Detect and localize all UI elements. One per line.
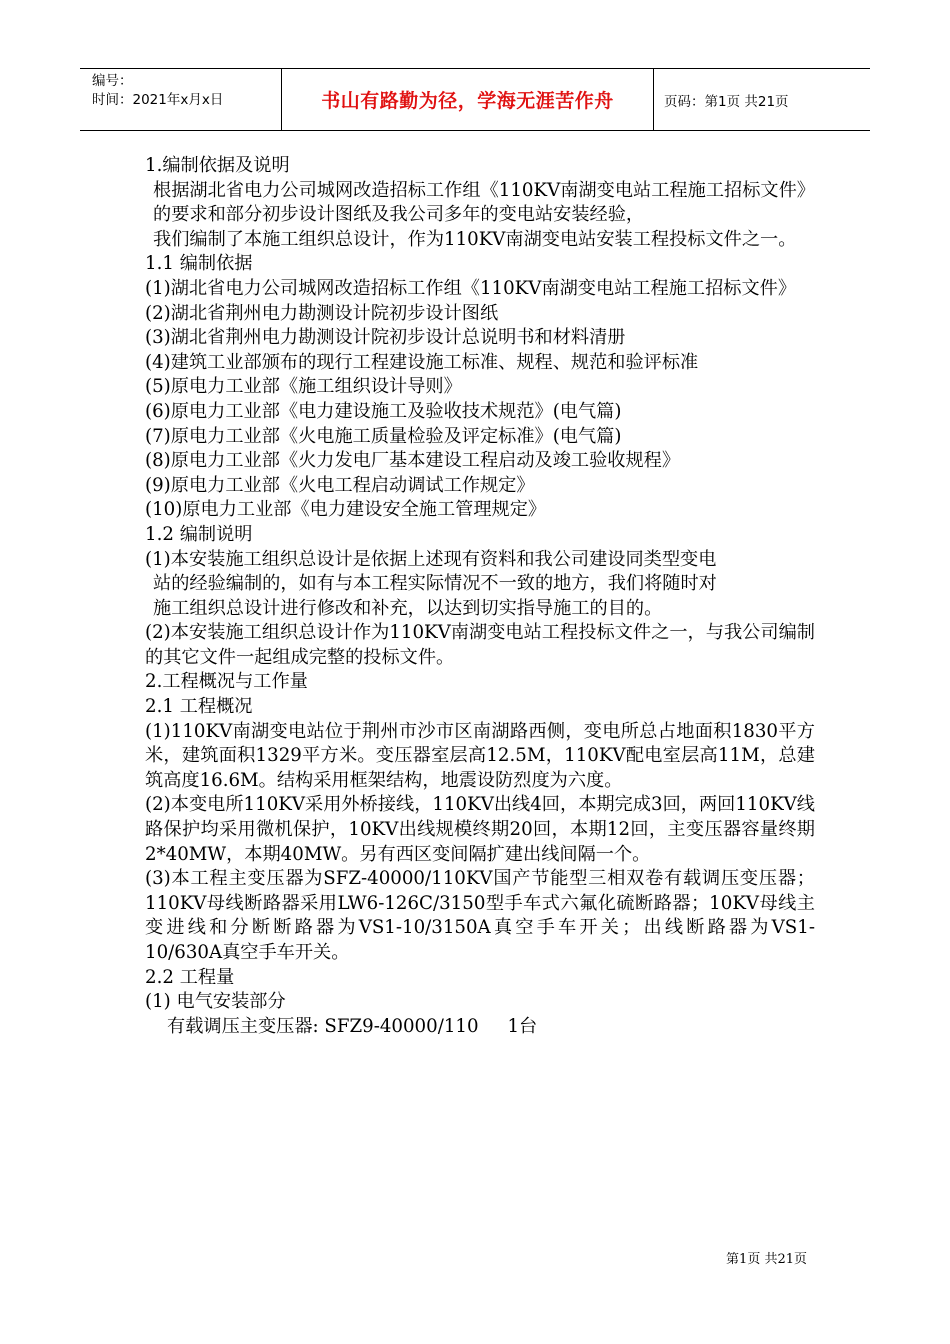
list-item: (6)原电力工业部《电力建设施工及验收技术规范》(电气篇) [145,400,622,422]
paragraph: 站的经验编制的，如有与本工程实际情况不一致的地方，我们将随时对 [153,573,717,595]
list-item: 有载调压主变压器: SFZ9-40000/110 1台 [167,1015,538,1037]
document-number-label: 编号： [92,73,133,89]
list-item: (5)原电力工业部《施工组织设计导则》 [145,376,462,398]
paragraph: (1)110KV南湖变电站位于荆州市沙市区南湖路西侧，变电所总占地面积1830平方米，建筑面积1329平方米。变压器室层高12.5M，110KV配电室层高11M，总建筑高度16.6M。结构采用框架结构，地震设防烈度为六度。 [145,720,815,791]
document-body [145,154,815,1039]
paragraph: 我们编制了本施工组织总设计，作为110KV南湖变电站安装工程投标文件之一。 [153,228,797,250]
paragraph: 施工组织总设计进行修改和补充，以达到切实指导施工的目的。 [153,597,663,619]
list-item: (4)建筑工业部颁布的现行工程建设施工标准、规程、规范和验评标准 [145,351,699,373]
document-date: 时间：2021年x月x日 [92,92,224,108]
subsection-heading: 1.2 编制说明 [145,523,253,545]
section-heading: 1.编制依据及说明 [145,155,290,176]
paragraph: (2)本安装施工组织总设计作为110KV南湖变电站工程投标文件之一，与我公司编制的其它文件一起组成完整的投标文件。 [145,622,815,668]
section-heading: 2.工程概况与工作量 [145,671,308,693]
paragraph: (2)本变电所110KV采用外桥接线，110KV出线4回，本期完成3回，两回110KV线路保护均采用微机保护，10KV出线规模终期20回，本期12回，主变压器容量终期2*40MW，本期40MW。另有西区变间隔扩建出线间隔一个。 [145,794,815,865]
subsection-heading: 1.1 编制依据 [145,253,253,275]
header-page-info: 页码：第1页 共21页 [664,93,789,110]
document-header [80,68,870,131]
list-item: (10)原电力工业部《电力建设安全施工管理规定》 [145,499,547,521]
header-meta [80,69,282,130]
list-item: (7)原电力工业部《火电施工质量检验及评定标准》(电气篇) [145,425,622,447]
subsection-heading: 2.1 工程概况 [145,696,253,718]
page-footer: 第1页 共21页 [726,1252,807,1267]
list-item: (3)湖北省荆州电力勘测设计院初步设计总说明书和材料清册 [145,327,626,349]
list-item: (1) 电气安装部分 [145,991,286,1013]
subsection-heading: 2.2 工程量 [145,966,235,988]
header-motto: 书山有路勤为径，学海无涯苦作舟 [282,69,654,130]
list-item: (2)湖北省荆州电力勘测设计院初步设计图纸 [145,302,499,324]
paragraph: (3)本工程主变压器为SFZ-40000/110KV国产节能型三相双卷有载调压变压器；110KV母线断路器采用LW6-126C/3150型手车式六氟化硫断路器；10KV母线主变进线和分断断路器为VS1-10/3150A真空手车开关；出线断路器为VS1-10/630A真空手车开关。 [145,868,815,963]
list-item: (9)原电力工业部《火电工程启动调试工作规定》 [145,474,535,496]
paragraph: (1)本安装施工组织总设计是依据上述现有资料和我公司建设同类型变电 [145,548,717,570]
paragraph: 根据湖北省电力公司城网改造招标工作组《110KV南湖变电站工程施工招标文件》的要求和部分初步设计图纸及我公司多年的变电站安装经验， [153,179,815,226]
list-item: (1)湖北省电力公司城网改造招标工作组《110KV南湖变电站工程施工招标文件》 [145,277,797,299]
list-item: (8)原电力工业部《火力发电厂基本建设工程启动及竣工验收规程》 [145,450,681,472]
